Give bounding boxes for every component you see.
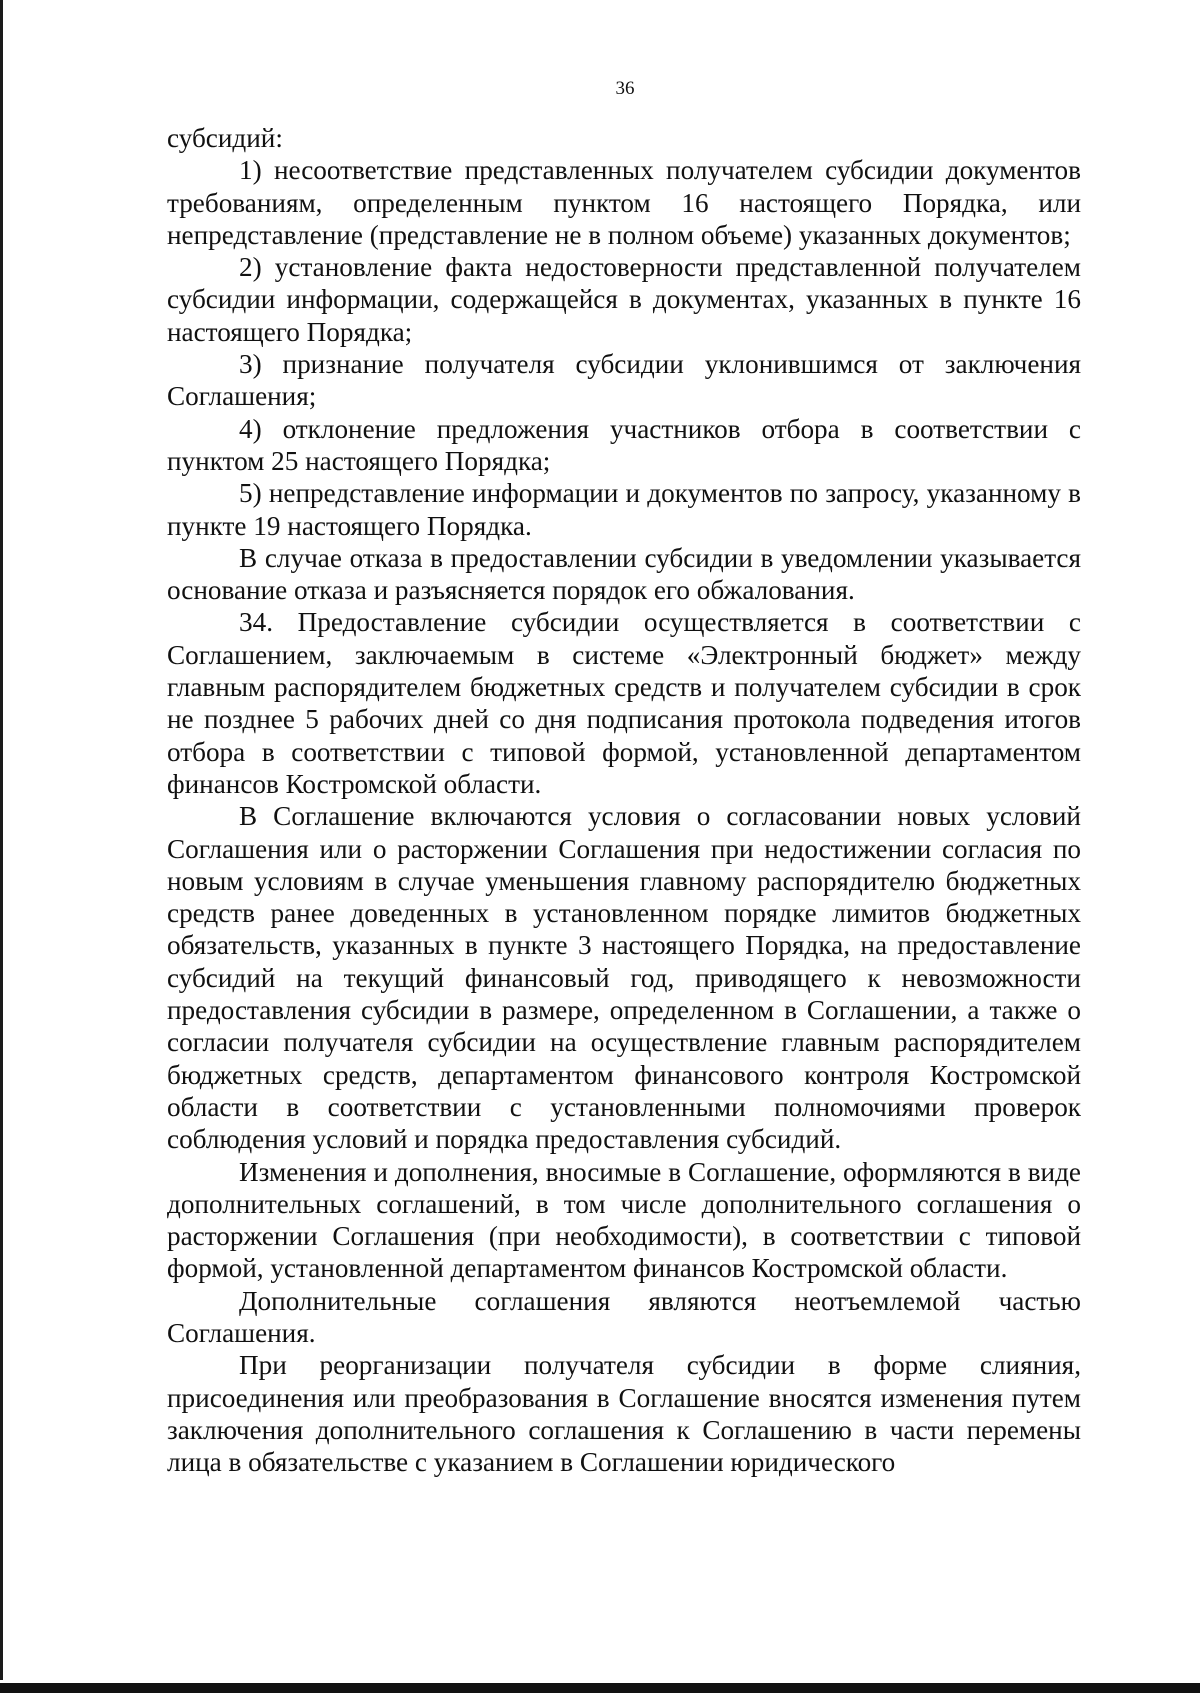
paragraph: 3) признание получателя субсидии уклонившимся от заключения Соглашения; bbox=[167, 349, 1081, 412]
scan-left-edge bbox=[0, 0, 3, 1680]
paragraph: 1) несоответствие представленных получателем субсидии документов требованиям, определенным пунктом 16 настоящего Порядка, или непредставление (представление не в полном объеме) указанных документов; bbox=[167, 155, 1081, 250]
paragraph: При реорганизации получателя субсидии в форме слияния, присоединения или преобразования в Соглашение вносятся изменения путем заключения дополнительного соглашения к Соглашению в части перемены лица в обязательстве с указанием в Соглашении юридического bbox=[167, 1350, 1081, 1478]
paragraph: 5) непредставление информации и документов по запросу, указанному в пункте 19 настоящего Порядка. bbox=[167, 478, 1081, 541]
paragraph: субсидий: bbox=[167, 123, 283, 153]
paragraph: В Соглашение включаются условия о согласовании новых условий Соглашения или о расторжении Соглашения при недостижении согласия по новым условиям в случае уменьшения главному распорядителю бюджетных средств ранее доведенных в установленном порядке лимитов бюджетных обязательств, указанных в пункте 3 настоящего Порядка, на предоставление субсидий на текущий финансовый год, приводящего к невозможности предоставления субсидии в размере, определенном в Соглашении, а также о согласии получателя субсидии на осуществление главным распорядителем бюджетных средств, департаментом финансового контроля Костромской области в соответствии с установленными полномочиями проверок соблюдения условий и порядка предоставления субсидий. bbox=[167, 801, 1081, 1155]
paragraph: Изменения и дополнения, вносимые в Соглашение, оформляются в виде дополнительных соглашений, в том числе дополнительного соглашения о расторжении Соглашения (при необходимости), в соответствии с типовой формой, установленной департаментом финансов Костромской области. bbox=[167, 1156, 1081, 1284]
paragraph: 2) установление факта недостоверности представленной получателем субсидии информации, содержащейся в документах, указанных в пункте 16 настоящего Порядка; bbox=[167, 252, 1081, 347]
document-body bbox=[167, 122, 1081, 1478]
page-number: 36 bbox=[615, 78, 635, 99]
paragraph: 34. Предоставление субсидии осуществляется в соответствии с Соглашением, заключаемым в системе «Электронный бюджет» между главным распорядителем бюджетных средств и получателем субсидии в срок не позднее 5 рабочих дней со дня подписания протокола подведения итогов отбора в соответствии с типовой формой, установленной департаментом финансов Костромской области. bbox=[167, 607, 1081, 799]
paragraph: В случае отказа в предоставлении субсидии в уведомлении указывается основание отказа и разъясняется порядок его обжалования. bbox=[167, 542, 1081, 606]
scan-bottom-edge bbox=[0, 1683, 1200, 1693]
paragraph: 4) отклонение предложения участников отбора в соответствии с пунктом 25 настоящего Порядка; bbox=[167, 413, 1081, 476]
paragraph: Дополнительные соглашения являются неотъемлемой частью Соглашения. bbox=[167, 1285, 1081, 1348]
